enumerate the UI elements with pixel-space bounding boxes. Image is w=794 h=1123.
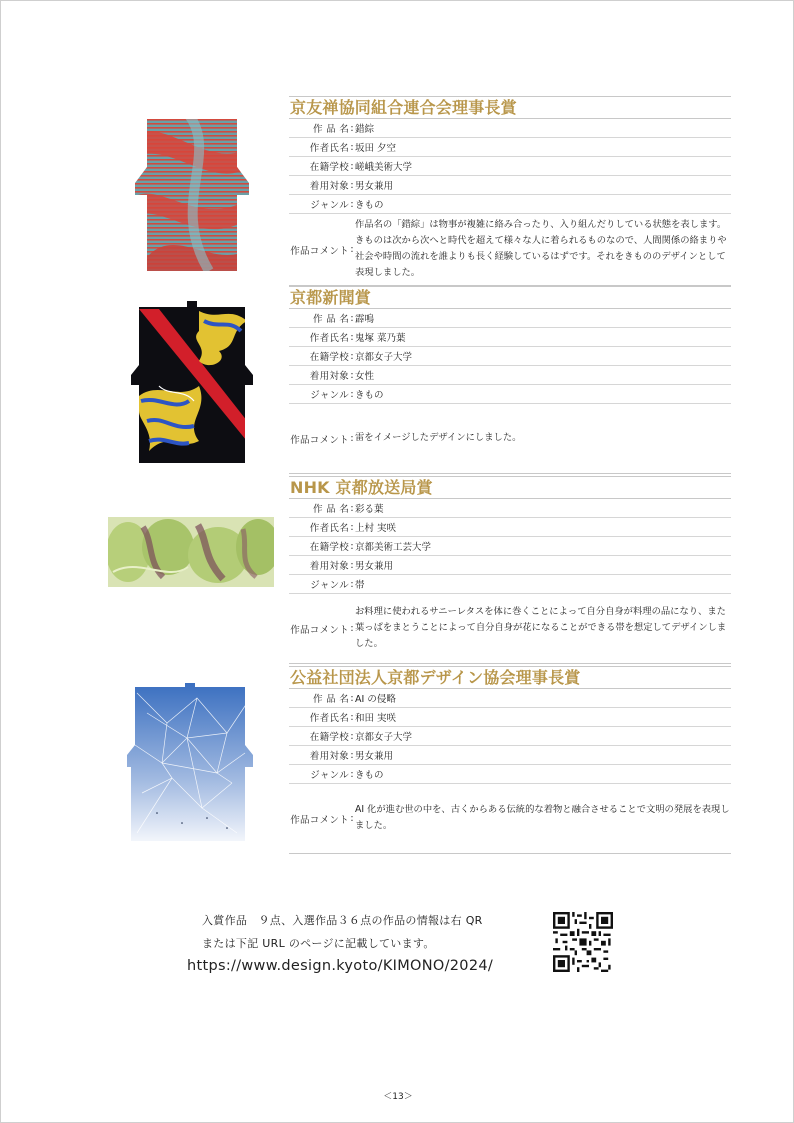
- comment-row: 作品コメント : お料理に使われるサニーレタスを体に巻くことによって自分自身が料理の品になり、また葉っぱをまとうことによって自分自身が花になることができる帯を想定してデザインしました。: [289, 594, 731, 664]
- field-value: 彩る葉: [355, 504, 384, 515]
- field-row: 作者氏名 : 鬼塚 菜乃葉: [289, 328, 731, 347]
- field-label: 作者氏名: [309, 523, 349, 534]
- comment-row: 作品コメント : 雷をイメージしたデザインにしました。: [289, 404, 731, 474]
- field-label: 作者氏名: [309, 143, 349, 154]
- comment-row: 作品コメント : AI 化が進む世の中を、古くからある伝統的な着物と融合させることで文明の発展を表現しました。: [289, 784, 731, 854]
- field-value: 男女兼用: [355, 181, 394, 192]
- field-value: 帯: [355, 580, 365, 591]
- field-row: 作 品 名 : AI の侵略: [289, 689, 731, 708]
- footer-info-line-2: または下記 URL のページに記載しています。: [202, 937, 435, 950]
- field-value: 京都女子大学: [355, 732, 413, 743]
- field-label: 作 品 名: [312, 314, 349, 325]
- award-block: [289, 96, 731, 286]
- field-row: 作者氏名 : 坂田 夕空: [289, 138, 731, 157]
- field-label: 作者氏名: [309, 333, 349, 344]
- field-label: 作 品 名: [312, 694, 349, 705]
- field-row: 作 品 名 : 彩る葉: [289, 499, 731, 518]
- field-row: 在籍学校 : 京都美術工芸大学: [289, 537, 731, 556]
- kimono-image-sakusou: [129, 115, 255, 271]
- field-label: ジャンル: [310, 200, 349, 211]
- field-value: 坂田 夕空: [355, 143, 397, 154]
- field-value: 京都美術工芸大学: [355, 542, 432, 553]
- field-label: ジャンル: [310, 390, 349, 401]
- comment-text: 作品名の「錯綜」は物事が複雑に絡み合ったり、入り組んだりしている状態を表します。きものは次から次へと時代を超えて様々な人に着られるものなので、人間関係の絡まりや社会や時間の流れを誰よりも長く経験しているはずです。それをきもののデザインとして表現しました。: [355, 219, 727, 278]
- award-block: [289, 476, 731, 664]
- field-row: 作 品 名 : 錯綜: [289, 119, 731, 138]
- comment-row: 作品コメント : 作品名の「錯綜」は物事が複雑に絡み合ったり、入り組んだりしている状態を表します。きものは次から次へと時代を超えて様々な人に着られるものなので、人間関係の絡まりや社会や時間の流れを誰よりも長く経験しているはずです。それをきもののデザインとして表現しました。: [289, 214, 731, 286]
- field-label: 着用対象: [309, 371, 349, 382]
- award-title: 京都新聞賞: [289, 287, 731, 309]
- award-title: 公益社団法人京都デザイン協会理事長賞: [289, 667, 731, 689]
- field-label: 在籍学校: [309, 162, 349, 173]
- field-value: きもの: [355, 390, 384, 401]
- field-label: ジャンル: [310, 770, 349, 781]
- comment-label: 作品コメント: [290, 434, 349, 446]
- field-row: 在籍学校 : 京都女子大学: [289, 727, 731, 746]
- kimono-image-ai-no-shinryaku: [127, 683, 253, 841]
- field-label: 作 品 名: [312, 124, 349, 135]
- field-label: 作 品 名: [312, 504, 349, 515]
- field-label: 着用対象: [309, 561, 349, 572]
- award-block: [289, 666, 731, 854]
- comment-text: 雷をイメージしたデザインにしました。: [355, 432, 522, 443]
- field-value: 上村 実咲: [355, 523, 397, 534]
- field-row: 在籍学校 : 嵯峨美術大学: [289, 157, 731, 176]
- field-label: 作者氏名: [309, 713, 349, 724]
- field-value: 男女兼用: [355, 751, 394, 762]
- award-title: NHK 京都放送局賞: [289, 477, 731, 499]
- footer-url-link[interactable]: https://www.design.kyoto/KIMONO/2024/: [187, 958, 494, 974]
- comment-label: 作品コメント: [290, 624, 349, 636]
- field-row: ジャンル : 帯: [289, 575, 731, 594]
- field-value: 嵯峨美術大学: [355, 162, 413, 173]
- field-value: 錯綜: [355, 124, 375, 135]
- field-value: きもの: [355, 770, 384, 781]
- field-row: 着用対象 : 男女兼用: [289, 176, 731, 195]
- field-label: 在籍学校: [309, 732, 349, 743]
- field-label: ジャンル: [310, 580, 349, 591]
- field-row: 着用対象 : 女性: [289, 366, 731, 385]
- field-value: 和田 実咲: [355, 713, 397, 724]
- kimono-image-hekimei: [129, 301, 255, 463]
- field-label: 着用対象: [309, 181, 349, 192]
- field-value: 男女兼用: [355, 561, 394, 572]
- field-label: 着用対象: [309, 751, 349, 762]
- field-row: 着用対象 : 男女兼用: [289, 556, 731, 575]
- field-value: きもの: [355, 200, 384, 211]
- comment-text: AI 化が進む世の中を、古くからある伝統的な着物と融合させることで文明の発展を表現しました。: [355, 804, 730, 831]
- field-label: 在籍学校: [309, 542, 349, 553]
- field-row: 作者氏名 : 和田 実咲: [289, 708, 731, 727]
- comment-text: お料理に使われるサニーレタスを体に巻くことによって自分自身が料理の品になり、また葉っぱをまとうことによって自分自身が花になることができる帯を想定してデザインしました。: [355, 606, 727, 649]
- field-value: AI の侵略: [355, 694, 396, 705]
- field-value: 鬼塚 菜乃葉: [355, 333, 406, 344]
- field-row: ジャンル : きもの: [289, 385, 731, 404]
- field-row: 作 品 名 : 霹鳴: [289, 309, 731, 328]
- qr-code-icon[interactable]: [553, 912, 613, 972]
- field-row: 作者氏名 : 上村 実咲: [289, 518, 731, 537]
- award-title: 京友禅協同組合連合会理事長賞: [289, 97, 731, 119]
- award-block: [289, 286, 731, 474]
- obi-image-irodoruha: [108, 517, 274, 587]
- comment-label: 作品コメント: [290, 814, 349, 826]
- field-row: 在籍学校 : 京都女子大学: [289, 347, 731, 366]
- field-value: 霹鳴: [355, 314, 375, 325]
- field-value: 京都女子大学: [355, 352, 413, 363]
- field-label: 在籍学校: [309, 352, 349, 363]
- page-number: ＜13＞: [383, 1092, 413, 1102]
- field-row: ジャンル : きもの: [289, 195, 731, 214]
- footer-info-line-1: 入賞作品 ９点、入選作品３６点の作品の情報は右 QR: [202, 914, 483, 927]
- comment-label: 作品コメント: [290, 245, 349, 257]
- field-row: 着用対象 : 男女兼用: [289, 746, 731, 765]
- field-value: 女性: [355, 371, 375, 382]
- field-row: ジャンル : きもの: [289, 765, 731, 784]
